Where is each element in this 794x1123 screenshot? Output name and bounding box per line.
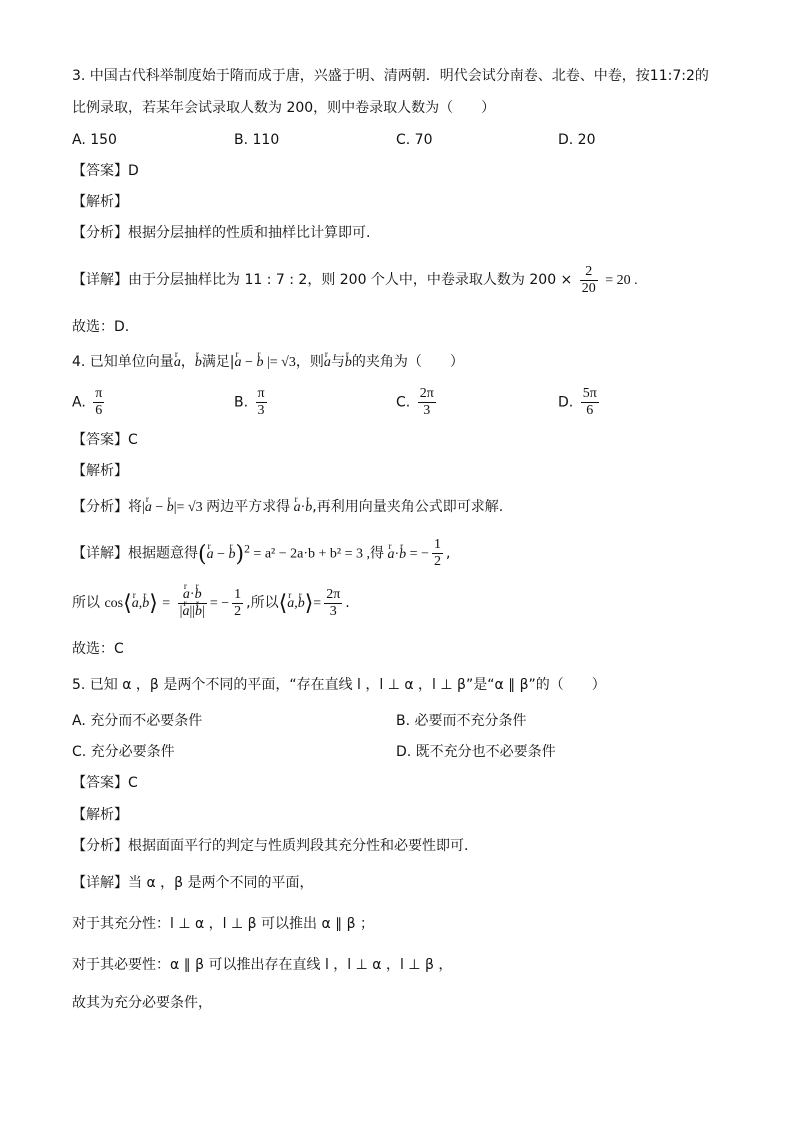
q5-answer: 【答案】C xyxy=(72,775,138,791)
q4-xj-vec-a: r a xyxy=(207,537,214,573)
q4-xiangjie-text-c: = − xyxy=(409,546,429,562)
q4-suoyi: 所以 cos⟨r a,r b⟩ = r $\frac{\text{a·r b}}{\text{|r a||r b|}}$ = − $\frac{1}{2}$ ,所以⟨r a,r b⟩= $\frac{2\pi}{3}$ . xyxy=(72,583,350,624)
q4-conclusion: 故选：C xyxy=(72,641,124,657)
q3-frac-num: 2 xyxy=(580,264,598,281)
q4-xiangjie-text-d: , xyxy=(445,545,451,562)
q4-option-a-num: π xyxy=(95,386,103,401)
q4-angle1-a: r a xyxy=(132,584,139,624)
q5-option-a: A. 充分而不必要条件 xyxy=(72,713,203,729)
q3-option-a: A. 150 xyxy=(72,132,117,148)
q4-fenxi-dot-b: r b xyxy=(305,498,312,518)
q4-option-b xyxy=(234,386,270,419)
q4-cos-num: r a·r b xyxy=(178,587,207,604)
q4-option-a xyxy=(72,386,107,419)
q4-cos-den-a: r a xyxy=(182,604,189,620)
q5-conclusion: 故其为充分必要条件， xyxy=(72,995,212,1011)
q4-ans-num: 2π xyxy=(326,586,341,602)
q3-xiangjie-prefix: 【详解】由于分层抽样比为 11 : 7 : 2，则 200 个人中，中卷录取人数为 200 × xyxy=(72,272,573,288)
q4-fenxi xyxy=(72,497,503,518)
q4-option-c-frac xyxy=(418,386,436,419)
q3-fenxi: 【分析】根据分层抽样的性质和抽样比计算即可. xyxy=(72,225,371,241)
q4-eq-sign: = xyxy=(162,596,171,611)
q4-option-d-label: D. xyxy=(558,394,574,411)
q4-suoyi-text-b: = − xyxy=(209,596,230,611)
q4-option-d xyxy=(558,386,602,419)
q4-suoyi-half-den: 2 xyxy=(234,603,242,619)
q4-half-num: 1 xyxy=(433,537,441,553)
q4-stem-text-g: 的夹角为（ ） xyxy=(351,354,464,370)
q4-analysis-label: 【解析】 xyxy=(72,463,128,479)
q4-xiangjie xyxy=(72,531,450,573)
q5-necessity: 对于其必要性：α ∥ β 可以推出存在直线 l ，l ⊥ α ，l ⊥ β ， xyxy=(72,957,453,973)
q4-fenxi-dot: r a·r b xyxy=(290,500,312,515)
q4-half-den: 2 xyxy=(433,554,441,570)
q4-suoyi-text-d: = xyxy=(313,596,322,611)
q4-option-d-frac xyxy=(581,386,599,419)
q3-option-d: D. 20 xyxy=(558,132,596,148)
q4-cos-label: cos xyxy=(104,596,124,611)
q4-fenxi-text-b: = √3 两边平方求得 xyxy=(176,500,291,515)
q5-xiangjie: 【详解】当 α ，β 是两个不同的平面， xyxy=(72,875,314,891)
q5-option-b: B. 必要而不充分条件 xyxy=(396,713,527,729)
q4-suoyi-half-num: 1 xyxy=(234,586,242,602)
q4-angle2-a: r a xyxy=(287,584,294,624)
q4-xiangjie-text-b: = a² − 2a·b + b² = 3 ,得 xyxy=(253,546,384,562)
q3-answer: 【答案】D xyxy=(72,163,139,179)
q4-cos-den: |r a||r b| xyxy=(178,604,207,620)
q3-xiangjie-suffix: = 20 . xyxy=(605,273,638,288)
q4-fenxi-text-c: ,再利用向量夹角公式即可求解. xyxy=(312,499,504,515)
q4-xj-dot-b: r b xyxy=(399,537,406,573)
q5-sufficiency: 对于其充分性：l ⊥ α ，l ⊥ β 可以推出 α ∥ β ； xyxy=(72,916,374,932)
q4-option-b-frac xyxy=(256,386,267,419)
q3-stem-line1: 3. 中国古代科举制度始于隋而成于唐，兴盛于明、清两朝．明代会试分南卷、北卷、中卷，按11:7:2的 xyxy=(72,68,709,84)
q4-xiangjie-square: (r a − r b)$^2$ xyxy=(198,547,253,562)
q4-option-d-num: 5π xyxy=(582,386,597,401)
q4-stem-text-a: 4. 已知单位向量 xyxy=(72,354,174,370)
q5-stem: 5. 已知 α ，β 是两个不同的平面，“存在直线 l ，l ⊥ α ，l ⊥ β”是“α ∥ β”的（ ） xyxy=(72,677,606,693)
q4-cos-den-b: r b xyxy=(195,604,202,620)
q4-option-a-label: A. xyxy=(72,394,86,411)
q4-angle-2: ⟨r a,r b⟩ xyxy=(279,596,314,611)
q4-vector-a-2: r a xyxy=(235,353,242,373)
q5-fenxi: 【分析】根据面面平行的判定与性质判段其充分性和必要性即可. xyxy=(72,838,469,854)
q4-option-c xyxy=(396,386,439,419)
q3-fraction xyxy=(580,264,598,297)
q3-option-c: C. 70 xyxy=(396,132,433,148)
q3-option-b: B. 110 xyxy=(234,132,280,148)
q4-option-b-num: π xyxy=(257,386,265,401)
q4-suoyi-text-a: 所以 xyxy=(72,595,100,611)
q4-angle-1: ⟨r a,r b⟩ xyxy=(123,596,158,611)
q4-vector-b-2: r b xyxy=(256,353,263,373)
q4-xj-vec-b: r b xyxy=(229,537,236,573)
q4-option-c-label: C. xyxy=(396,394,411,411)
q4-vector-a-3: r a xyxy=(324,353,331,373)
q4-stem-text-e: |= √3，则 xyxy=(263,355,324,370)
q4-xiangjie-half xyxy=(432,537,443,570)
q4-cos-fraction xyxy=(178,587,207,620)
q5-option-d: D. 既不充分也不必要条件 xyxy=(396,744,556,760)
q4-suoyi-half xyxy=(232,587,243,620)
q4-vector-b: r b xyxy=(195,353,202,373)
q5-option-c: C. 充分必要条件 xyxy=(72,744,175,760)
q4-angle2-b: r b xyxy=(298,584,305,624)
q4-angle1-b: r b xyxy=(142,584,149,624)
q4-cos-num-b: r b xyxy=(195,587,202,603)
q4-cos-num-a: r a xyxy=(183,587,190,603)
q4-option-a-den: 6 xyxy=(95,403,103,418)
q4-fenxi-abs: |r a − r b| xyxy=(142,500,177,515)
q4-fenxi-text-a: 【分析】将 xyxy=(72,499,142,515)
q4-stem-text-b: ， xyxy=(180,354,195,370)
q4-fenxi-vec-a: r a xyxy=(145,498,152,518)
q4-option-b-den: 3 xyxy=(257,403,265,418)
q4-option-d-den: 6 xyxy=(586,403,594,418)
q3-conclusion: 故选：D. xyxy=(72,319,130,335)
q4-xj-dot-a: r a xyxy=(388,537,395,573)
q5-analysis-label: 【解析】 xyxy=(72,807,128,823)
q4-stem xyxy=(72,352,464,373)
q4-stem-text-d: − xyxy=(241,355,257,370)
q3-frac-den: 20 xyxy=(581,280,596,296)
q4-option-c-den: 3 xyxy=(423,403,431,418)
q4-answer: 【答案】C xyxy=(72,432,138,448)
q4-xiangjie-dot: r a·r b xyxy=(384,547,410,562)
q4-option-c-num: 2π xyxy=(419,386,434,401)
q4-option-b-label: B. xyxy=(234,394,249,411)
q4-stem-text-c: 满足| xyxy=(201,354,235,370)
q4-stem-text-f: 与 xyxy=(330,354,345,370)
q4-suoyi-text-c: ,所以 xyxy=(246,595,279,611)
q4-vector-b-3: r b xyxy=(345,353,352,373)
q3-stem-line2: 比例录取，若某年会试录取人数为 200，则中卷录取人数为（ ） xyxy=(72,100,496,116)
q4-vector-a: r a xyxy=(174,353,181,373)
q4-option-a-frac xyxy=(93,386,104,419)
q3-analysis-label: 【解析】 xyxy=(72,194,128,210)
q4-ans-den: 3 xyxy=(329,603,337,619)
q4-fenxi-dot-a: r a xyxy=(294,498,301,518)
q3-xiangjie xyxy=(72,262,638,299)
q4-fenxi-vec-b: r b xyxy=(167,498,174,518)
q4-suoyi-answer xyxy=(324,587,342,620)
q4-xiangjie-text-a: 【详解】根据题意得 xyxy=(72,545,198,562)
